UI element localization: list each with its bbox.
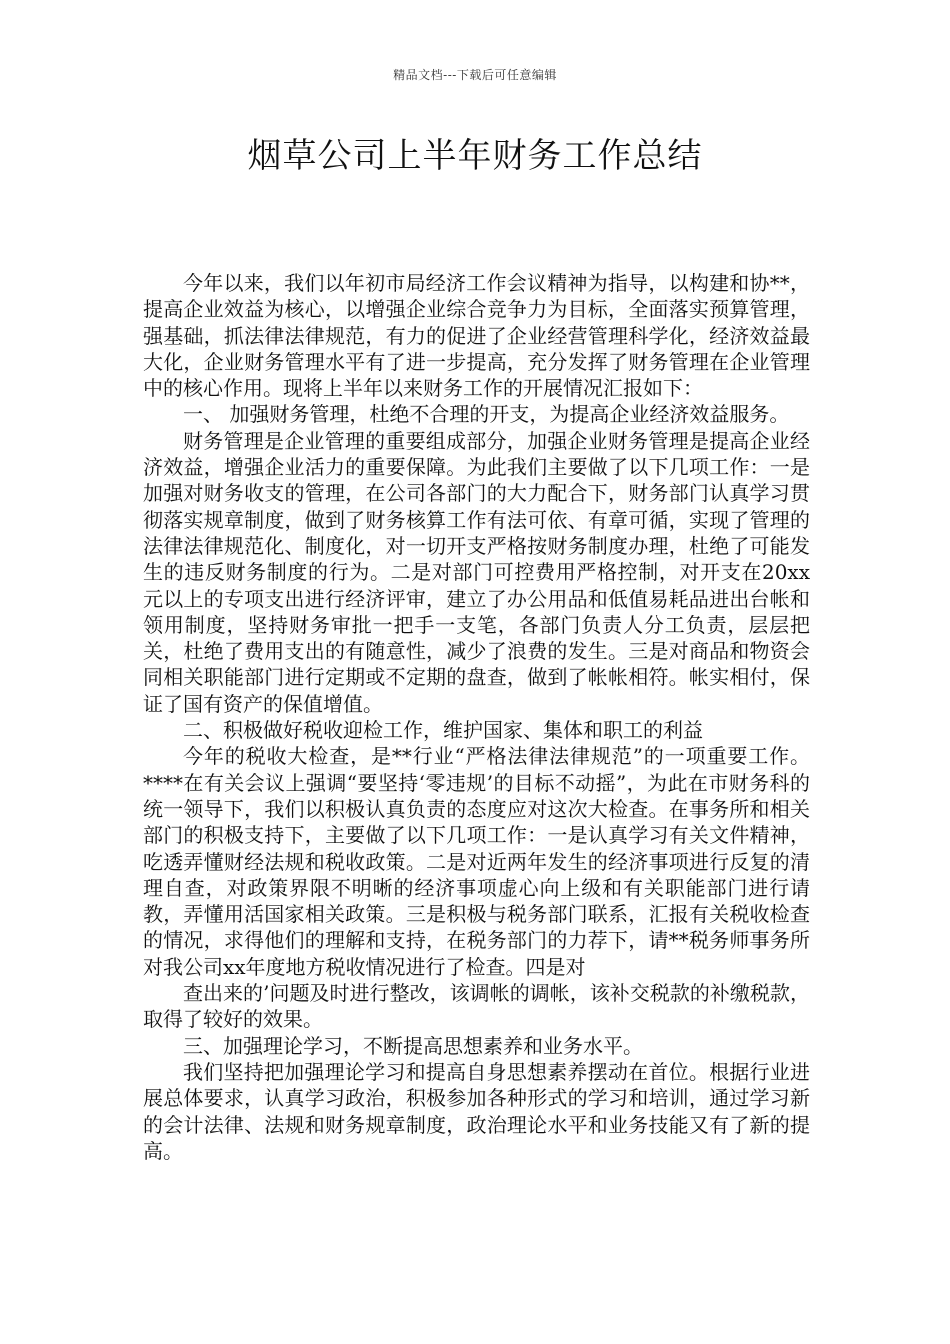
section-heading-2: 二、积极做好税收迎检工作，维护国家、集体和职工的利益 [183, 718, 703, 743]
paragraph-section-2: 今年的税收大检查，是**行业“严格法律法律规范”的一项重要工作。****在有关会议上强调“要坚持‘零违规’的目标不动摇”，为此在市财务科的统一领导下，我们以积极认真负责的态度应对这次大检查。在事务所和相关部门的积极支持下，主要做了以下几项工作：一是认真学习有关文件精神，吃透弄懂财经法规和税收政策。二是对近两年发生的经济事项进行反复的清理自查，对政策界限不明晰的经济事项虚心向上级和有关职能部门进行请教，弄懂用活国家相关政策。三是积极与税务部门联系，汇报有关税收检查的情况，求得他们的理解和支持，在税务部门的力荐下，请**税务师事务所对我公司xx年度地方税收情况进行了检查。四是对 [143, 744, 810, 979]
section-heading-1: 一、 加强财务管理，杜绝不合理的开支，为提高企业经济效益服务。 [183, 402, 790, 427]
document-title: 烟草公司上半年财务工作总结 [247, 136, 703, 176]
document-body [143, 270, 810, 1164]
paragraph-section-2-cont: 查出来的’问题及时进行整改，该调帐的调帐，该补交税款的补缴税款，取得了较好的效果。 [143, 981, 810, 1032]
paragraph-section-3: 我们坚持把加强理论学习和提高自身思想素养摆动在首位。根据行业进展总体要求，认真学习政治，积极参加各种形式的学习和培训，通过学习新的会计法律、法规和财务规章制度，政治理论水平和业务技能又有了新的提高。 [143, 1059, 810, 1163]
paragraph-section-1: 财务管理是企业管理的重要组成部分，加强企业财务管理是提高企业经济效益，增强企业活力的重要保障。为此我们主要做了以下几项工作：一是加强对财务收支的管理，在公司各部门的大力配合下，财务部门认真学习贯彻落实规章制度，做到了财务核算工作有法可依、有章可循，实现了管理的法律法律规范化、制度化，对一切开支严格按财务制度办理，杜绝了可能发生的违反财务制度的行为。二是对部门可控费用严格控制，对开支在20xx元以上的专项支出进行经济评审，建立了办公用品和低值易耗品进出台帐和领用制度，坚持财务审批一把手一支笔，各部门负责人分工负责，层层把关，杜绝了费用支出的有随意性，减少了浪费的发生。三是对商品和物资会同相关职能部门进行定期或不定期的盘查，做到了帐帐相符。帐实相付，保证了国有资产的保值增值。 [143, 428, 810, 716]
header-note: 精品文档---下载后可任意编辑 [393, 68, 557, 82]
paragraph-intro: 今年以来，我们以年初市局经济工作会议精神为指导，以构建和协**，提高企业效益为核心，以增强企业综合竞争力为目标，全面落实预算管理，强基础，抓法律法律规范，有力的促进了企业经营管理科学化，经济效益最大化，企业财务管理水平有了进一步提高，充分发挥了财务管理在企业管理中的核心作用。现将上半年以来财务工作的开展情况汇报如下： [143, 271, 810, 401]
section-heading-3: 三、加强理论学习，不断提高思想素养和业务水平。 [183, 1033, 643, 1058]
